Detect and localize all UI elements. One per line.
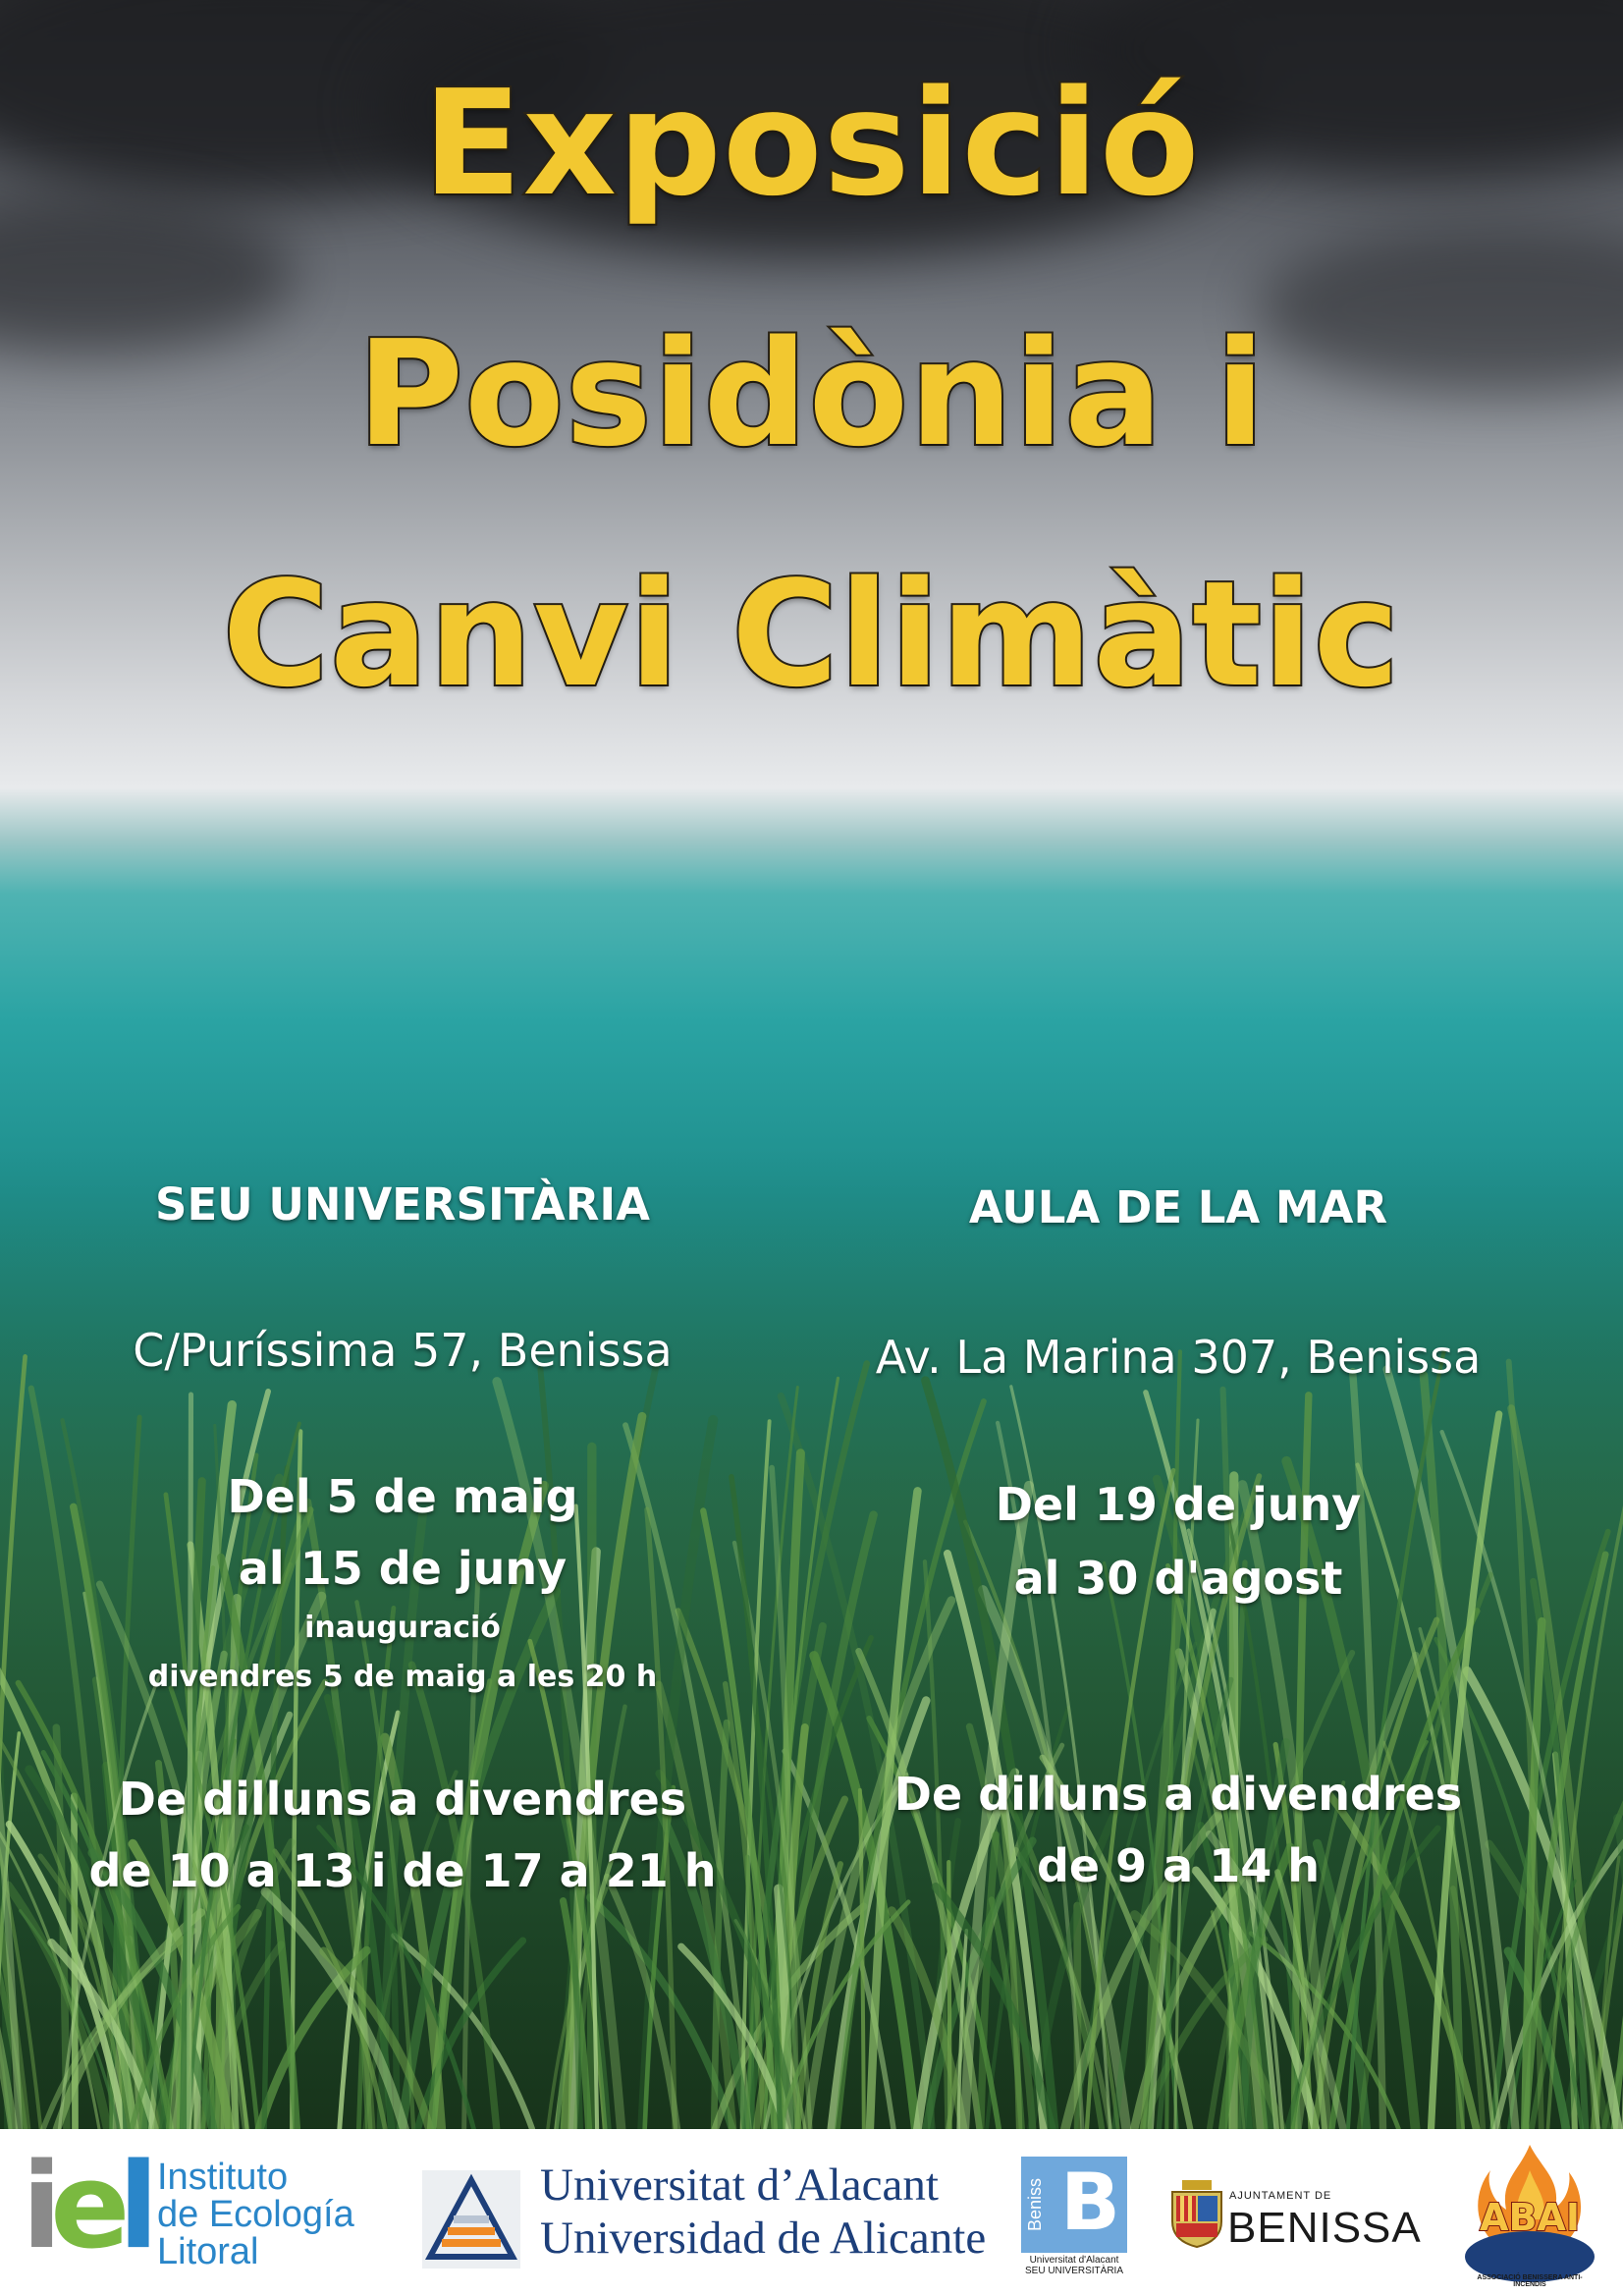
abai-caption: ASSOCIACIÓ BENISSERA ANTI-INCENDIS [1477, 2274, 1583, 2288]
right-dates-end: al 30 d'agost [1013, 1552, 1343, 1605]
title-line-1: Exposició [422, 59, 1201, 228]
iel-logo-mark [22, 2139, 159, 2286]
left-venue-name: SEU UNIVERSITÀRIA [155, 1178, 650, 1230]
right-dates-start: Del 19 de juny [995, 1478, 1362, 1531]
right-hours-days: De dilluns a divendres [893, 1768, 1463, 1821]
seu-caption-2: SEU UNIVERSITÀRIA [1024, 2266, 1124, 2276]
iel-logo-text [157, 2159, 354, 2270]
left-venue-address: C/Puríssima 57, Benissa [133, 1324, 673, 1377]
benissa-name: BENISSA [1227, 2204, 1422, 2252]
title-line-2: Posidònia i [356, 309, 1267, 478]
right-venue-address: Av. La Marina 307, Benissa [875, 1331, 1482, 1384]
benissa-coat-of-arms-icon [1168, 2180, 1225, 2249]
iel-monogram: iel [22, 2139, 147, 2275]
left-hours-times: de 10 a 13 i de 17 a 21 h [88, 1844, 717, 1897]
left-dates-end: al 15 de juny [238, 1542, 568, 1595]
ajuntament-label: AJUNTAMENT DE [1229, 2190, 1332, 2202]
right-hours-times: de 9 a 14 h [1037, 1839, 1320, 1892]
ua-line-2: Universidad de Alicante [540, 2213, 987, 2264]
title-line-3: Canvi Climàtic [222, 550, 1401, 719]
iel-line-3: Litoral [157, 2231, 259, 2272]
seu-universitaria-logo [1021, 2157, 1127, 2274]
sponsor-footer [0, 2129, 1623, 2296]
abai-logo [1461, 2141, 1598, 2288]
left-inauguration-label: inauguració [304, 1611, 501, 1645]
iel-line-1: Instituto [157, 2157, 289, 2198]
seu-vertical-label: Beniss [1025, 2177, 1045, 2232]
left-hours-days: De dilluns a divendres [118, 1773, 687, 1826]
seu-letter-b: B [1060, 2157, 1120, 2248]
iel-line-2: de Ecología [157, 2194, 354, 2235]
left-dates-start: Del 5 de maig [227, 1470, 578, 1523]
ua-emblem-icon [422, 2170, 520, 2269]
ua-logo-text [540, 2159, 986, 2265]
seu-caption-1: Universitat d'Alacant [1029, 2255, 1119, 2266]
left-inauguration-date: divendres 5 de maig a les 20 h [147, 1660, 658, 1694]
ua-line-1: Universitat d’Alacant [540, 2159, 939, 2211]
right-venue-name: AULA DE LA MAR [968, 1181, 1388, 1233]
abai-name: ABAI [1480, 2196, 1580, 2239]
